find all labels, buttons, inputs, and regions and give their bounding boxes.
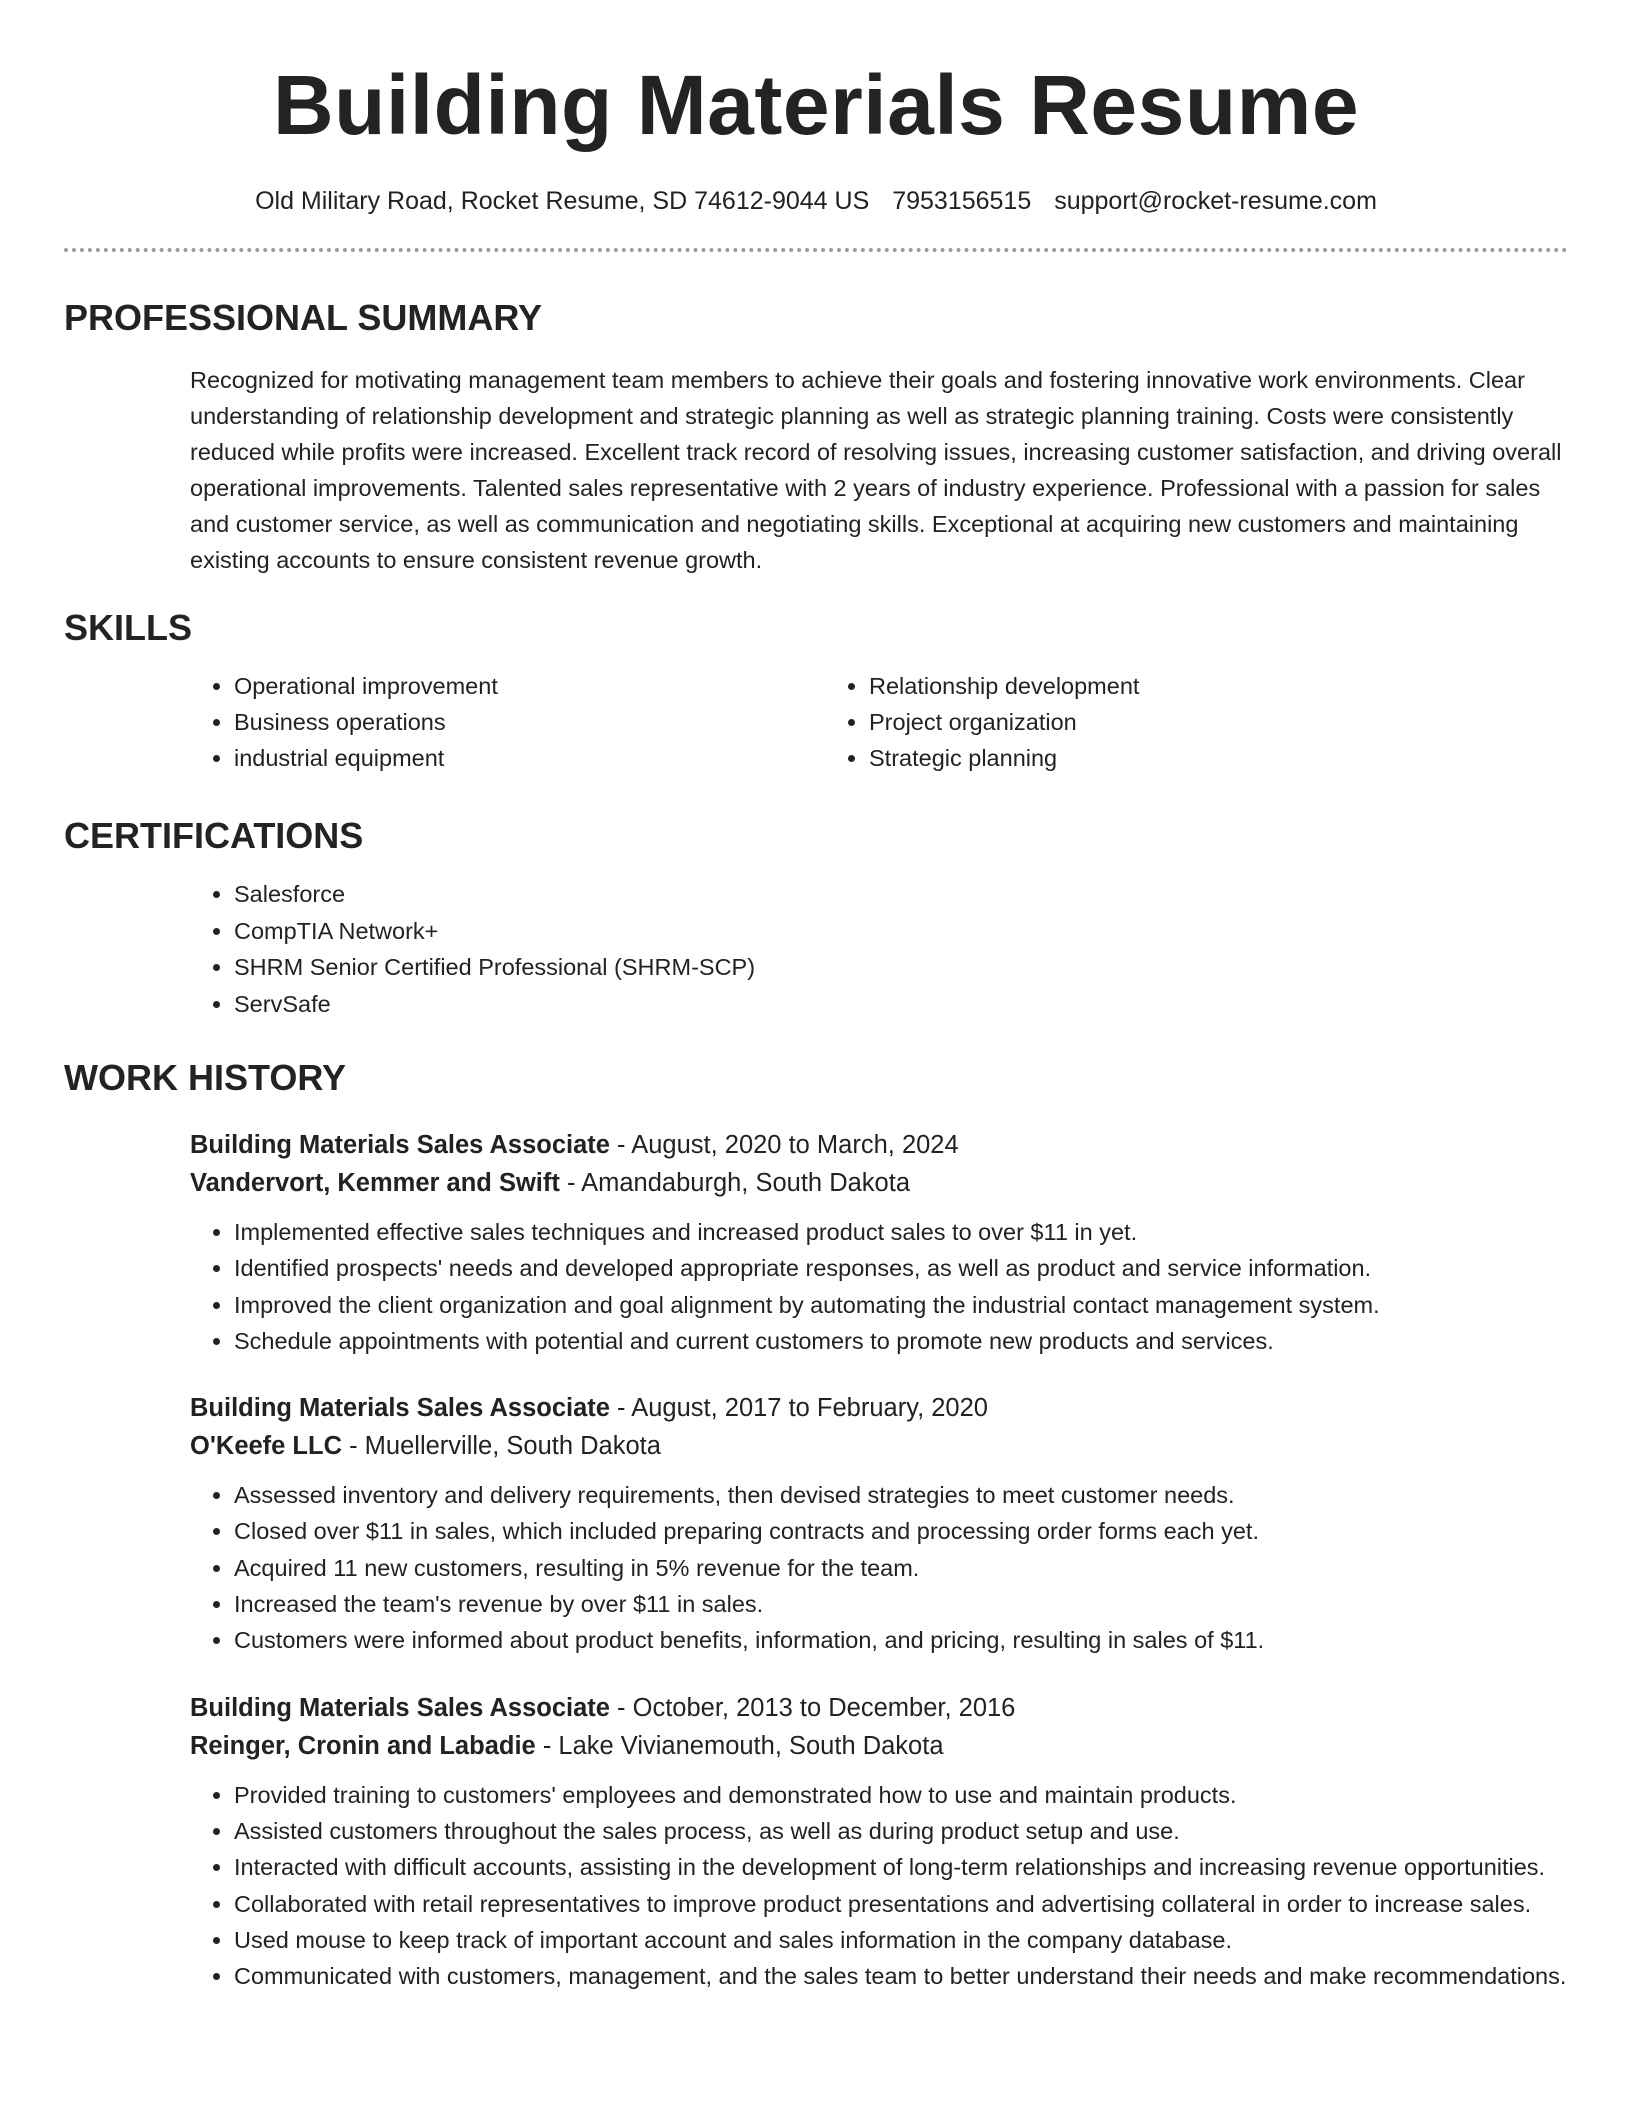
- job-title: Building Materials Sales Associate: [190, 1693, 610, 1722]
- job-company-line: [190, 1427, 1568, 1465]
- job-title-line: [190, 1126, 1568, 1164]
- job-bullets: [190, 1477, 1568, 1658]
- skills-right-column: [825, 668, 1460, 776]
- contact-address: Old Military Road, Rocket Resume, SD 74612-9044 US: [255, 187, 870, 215]
- certifications-heading: CERTIFICATIONS: [64, 815, 364, 856]
- summary-text: Recognized for motivating management team members to achieve their goals and fostering innovative work environments. Clear understanding of relationship development and strategic planning as well as strategic planning training. Costs were consistently reduced while profits were increased. Excellent track record of resolving issues, increasing customer satisfaction, and driving overall operational improvements. Talented sales representative with 2 years of industry experience. Professional with a passion for sales and customer service, as well as communication and negotiating skills. Exceptional at acquiring new customers and maintaining existing accounts to ensure consistent revenue growth.: [190, 367, 1562, 573]
- skills-section: [64, 606, 1568, 776]
- header-divider: [64, 248, 1568, 252]
- skill-item: • Operational improvement: [234, 668, 825, 704]
- job-bullet: • Assessed inventory and delivery requirements, then devised strategies to meet customer needs.: [234, 1477, 1568, 1513]
- job-bullets: [190, 1777, 1568, 1995]
- job-company: Vandervort, Kemmer and Swift: [190, 1169, 560, 1197]
- job-bullet: • Interacted with difficult accounts, assisting in the development of long-term relationships and increasing revenue opportunities.: [234, 1849, 1568, 1885]
- job-bullet: • Assisted customers throughout the sales process, as well as during product setup and use.: [234, 1813, 1568, 1849]
- job-bullet: • Provided training to customers' employees and demonstrated how to use and maintain products.: [234, 1777, 1568, 1813]
- certification-item: • SHRM Senior Certified Professional (SHRM-SCP): [234, 949, 1568, 986]
- job-dates: - August, 2020 to March, 2024: [609, 1131, 959, 1159]
- job-dates: - August, 2017 to February, 2020: [609, 1394, 988, 1423]
- contact-line: [64, 184, 1568, 218]
- skills-left-column: [190, 668, 825, 776]
- certification-item: • Salesforce: [234, 876, 1568, 913]
- certifications-list: [190, 876, 1568, 1022]
- summary-heading: PROFESSIONAL SUMMARY: [64, 297, 543, 338]
- job-dates: - October, 2013 to December, 2016: [609, 1693, 1016, 1722]
- job-bullet: • Identified prospects' needs and developed appropriate responses, as well as product and service information.: [234, 1250, 1568, 1286]
- job-bullet: • Implemented effective sales techniques and increased product sales to over $11 in yet.: [234, 1214, 1568, 1250]
- contact-phone: 7953156515: [892, 187, 1032, 215]
- job-bullet: • Improved the client organization and goal alignment by automating the industrial contact management system.: [234, 1287, 1568, 1323]
- job-entry: [190, 1389, 1568, 1658]
- job-company-line: [190, 1164, 1568, 1202]
- job-company: O'Keefe LLC: [190, 1432, 343, 1461]
- job-bullet: • Acquired 11 new customers, resulting in 5% revenue for the team.: [234, 1550, 1568, 1586]
- certifications-section: [64, 814, 1568, 1022]
- job-title-line: [190, 1389, 1568, 1427]
- job-location: - Lake Vivianemouth, South Dakota: [535, 1731, 944, 1760]
- job-location: - Muellerville, South Dakota: [342, 1432, 661, 1461]
- skill-item: • industrial equipment: [234, 740, 825, 776]
- certification-item: • CompTIA Network+: [234, 913, 1568, 950]
- skill-item: • Strategic planning: [869, 740, 1460, 776]
- job-bullet: • Communicated with customers, management, and the sales team to better understand their needs and make recommendations.: [234, 1958, 1568, 1994]
- job-entry: [190, 1126, 1568, 1359]
- contact-email: support@rocket-resume.com: [1054, 187, 1377, 215]
- job-title-line: [190, 1689, 1568, 1727]
- skill-item: • Business operations: [234, 704, 825, 740]
- job-company-line: [190, 1727, 1568, 1765]
- job-bullet: • Increased the team's revenue by over $11 in sales.: [234, 1586, 1568, 1622]
- work-history-section: [64, 1056, 1568, 1994]
- job-bullet: • Customers were informed about product benefits, information, and pricing, resulting in sales of $11.: [234, 1622, 1568, 1658]
- job-title: Building Materials Sales Associate: [190, 1131, 610, 1159]
- skill-item: • Relationship development: [869, 668, 1460, 704]
- job-bullet: • Collaborated with retail representatives to improve product presentations and advertising collateral in order to increase sales.: [234, 1886, 1568, 1922]
- skills-heading: SKILLS: [64, 607, 193, 648]
- job-bullet: • Closed over $11 in sales, which included preparing contracts and processing order forms each yet.: [234, 1513, 1568, 1549]
- skills-columns: [190, 668, 1568, 776]
- job-company: Reinger, Cronin and Labadie: [190, 1731, 536, 1760]
- job-entry: [190, 1689, 1568, 1995]
- job-title: Building Materials Sales Associate: [190, 1394, 610, 1423]
- summary-section: [64, 296, 1568, 578]
- job-bullets: [190, 1214, 1568, 1359]
- resume-title: Building Materials Resume: [272, 58, 1360, 152]
- certification-item: • ServSafe: [234, 986, 1568, 1023]
- work-history-heading: WORK HISTORY: [64, 1057, 347, 1098]
- job-location: - Amandaburgh, South Dakota: [559, 1169, 910, 1197]
- skill-item: • Project organization: [869, 704, 1460, 740]
- job-bullet: • Schedule appointments with potential and current customers to promote new products and services.: [234, 1323, 1568, 1359]
- job-bullet: • Used mouse to keep track of important account and sales information in the company database.: [234, 1922, 1568, 1958]
